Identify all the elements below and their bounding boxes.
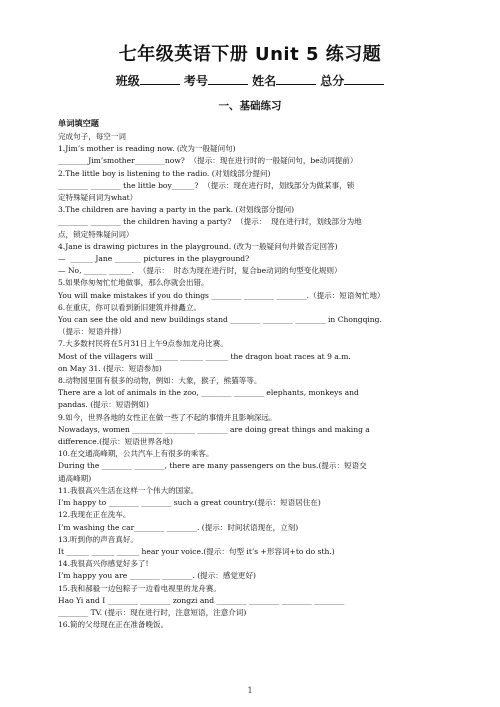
exercise-line: ________ ________ the little boy______? （提示：现在进行时，划线部分为做某事，锁	[58, 180, 355, 190]
exercise-line: 11.我很高兴生活在这样一个伟大的国家。	[58, 485, 199, 495]
exercise-line: 通高峰期)	[58, 473, 92, 483]
exercise-line: 7.大多数村民将在5月31日上午9点参加龙舟比赛。	[58, 339, 228, 349]
instruction: 完成句子，每空一词	[58, 132, 126, 141]
exercise-line: 8.动物园里面有很多的动物，例如：大象，猴子，熊猫等等。	[58, 376, 262, 386]
exercise-line: — No, ______ ______. （提示： 时态为现在进行时，复合be动词的句型变化规则）	[58, 266, 342, 276]
exercise-content	[58, 118, 450, 631]
exercise-line: You can see the old and new buildings stand ________ ________ ________ in Chongqing.	[58, 315, 382, 325]
exercise-lines	[58, 143, 450, 631]
student-info-row	[0, 72, 500, 89]
section-title: 一、基础练习	[218, 100, 282, 112]
exercise-line: 13.听到你的声音真好。	[58, 534, 138, 544]
exercise-line: 9.如今，世界各地的女性正在做一些了不起的事情并且影响深远。	[58, 412, 277, 422]
score-label: 总分	[320, 74, 345, 88]
exercise-line: It ______ ______ ______ hear your voice.(提示：句型 it’s +形容词+to do sth.)	[58, 546, 335, 556]
exercise-line: on May 31. (提示：短语参加)	[58, 363, 162, 373]
exercise-line: I’m happy to ________ ________ such a great country.(提示：短语居住在)	[58, 498, 321, 508]
exercise-line: 15.我和郝毅一边包粽子一边看电视里的龙舟赛。	[58, 583, 221, 593]
exercise-line: difference.(提示：短语世界各地)	[58, 437, 173, 447]
exercise-line: 1.Jim’s mother is reading now. (改为一般疑问句)	[58, 144, 236, 154]
exercise-line: 4.Jane is drawing pictures in the playground. (改为一般疑问句并做否定回答)	[58, 241, 338, 251]
exercise-line: （提示：短语并排）	[58, 327, 126, 337]
exercise-line: ________ ________ the children having a party? （提示： 现在进行时，划线部分为地	[58, 217, 362, 227]
subsection-title: 单词填空题	[58, 118, 99, 128]
exercise-line: pandas. (提示：短语例如)	[58, 400, 149, 410]
exercise-line: 5.如果你匆匆忙忙地做事，那么你就会出错。	[58, 278, 209, 288]
exercise-line: Nowadays, women ________ ________ ________ are doing great things and making a	[58, 424, 370, 434]
exam-no-label: 考号	[183, 74, 208, 88]
exercise-line: 6.在重庆，你可以看到新旧建筑并排矗立。	[58, 302, 202, 312]
exercise-line: Hao Yi and I ________ ________ zongzi and ________ ________ ________ ________	[58, 595, 345, 605]
exam-no-blank[interactable]	[208, 73, 248, 85]
exercise-line: You will make mistakes if you do things ________ ________ ________.（提示：短语匆忙地）	[58, 290, 385, 300]
exercise-line: 点，锁定特殊疑问词）	[58, 229, 134, 239]
exercise-line: Most of the villagers will ______ ______ ______ the dragon boat races at 9 a.m.	[58, 351, 351, 361]
exercise-line: ________Jim’smother________now? （提示：现在进行时的一般疑问句，be动词提前）	[58, 156, 358, 166]
exercise-line: There are a lot of animals in the zoo, ________ ________ elephants, monkeys and	[58, 388, 359, 398]
exercise-line: I’m washing the car________ ________. (提示：时间状语现在，立刻)	[58, 522, 299, 532]
exercise-line: 定特殊疑问词为what）	[58, 193, 138, 203]
exercise-line: 3.The children are having a party in the park. (对划线部分提问)	[58, 205, 295, 215]
name-blank[interactable]	[276, 73, 316, 85]
class-blank[interactable]	[140, 73, 180, 85]
exercise-line: 10.在交通高峰期，公共汽车上有很多的乘客。	[58, 449, 214, 459]
exercise-line: 2.The little boy is listening to the radio. (对划线部分提问)	[58, 168, 271, 178]
exercise-line: 12.我现在正在洗车。	[58, 510, 131, 520]
exercise-line: — ______ Jane _______ pictures in the playground?	[58, 254, 250, 264]
page-title: 七年级英语下册 Unit 5 练习题	[118, 44, 382, 65]
exercise-line: 14.我很高兴你感觉好多了!	[58, 559, 149, 569]
exercise-line: During the ________ ________, there are many passengers on the bus.(提示：短语交	[58, 461, 367, 471]
score-blank[interactable]	[344, 73, 384, 85]
exercise-line: I’m happy you are ________ ________. (提示：感觉更好)	[58, 571, 256, 581]
name-label: 姓名	[252, 74, 277, 88]
exercise-line: ________ TV. (提示：现在进行时，注意短语，注意介词)	[58, 607, 247, 617]
class-label: 班级	[115, 74, 140, 88]
page-number: 1	[247, 686, 253, 695]
exercise-line: 16.简的父母现在正在准备晚饭。	[58, 620, 169, 630]
